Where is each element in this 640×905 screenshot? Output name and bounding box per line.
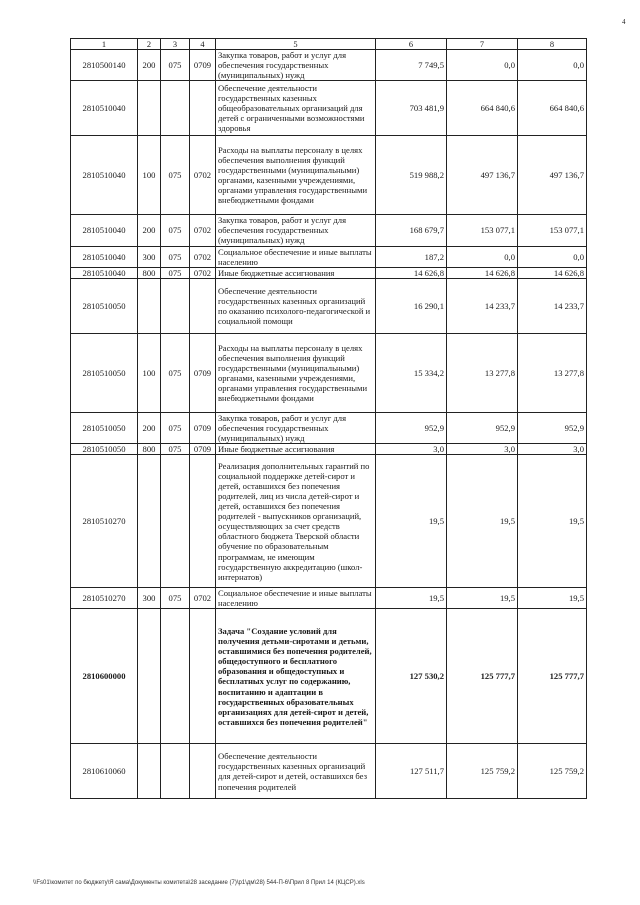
cell-code: 2810510050 [71, 444, 138, 455]
cell-v7: 125 777,7 [447, 609, 518, 744]
cell-v6: 127 530,2 [376, 609, 447, 744]
cell-grbs [161, 278, 190, 333]
cell-grbs: 075 [161, 50, 190, 81]
cell-v6: 187,2 [376, 246, 447, 267]
table-row [71, 333, 587, 412]
cell-v7: 3,0 [447, 444, 518, 455]
header-cell: 6 [376, 39, 447, 50]
cell-v7: 0,0 [447, 246, 518, 267]
cell-v8: 14 233,7 [518, 278, 587, 333]
cell-code: 2810510270 [71, 455, 138, 588]
cell-v7: 125 759,2 [447, 744, 518, 799]
table-row [71, 444, 587, 455]
file-path-footer: \\Fs01\комитет по бюджету\Я сама\Документы комитета\28 заседание (7)\р1\дм\28) 544-П-6\Прил 8 Прил 14 (КЦСР).xls [33, 880, 365, 886]
cell-grbs: 075 [161, 246, 190, 267]
cell-kvr: 200 [138, 50, 161, 81]
table-row [71, 136, 587, 215]
table-row [71, 246, 587, 267]
cell-v8: 0,0 [518, 50, 587, 81]
cell-v7: 664 840,6 [447, 81, 518, 136]
cell-rzpr: 0709 [190, 333, 216, 412]
cell-rzpr [190, 744, 216, 799]
cell-v8: 664 840,6 [518, 81, 587, 136]
cell-rzpr: 0702 [190, 136, 216, 215]
cell-v7: 14 233,7 [447, 278, 518, 333]
cell-rzpr [190, 609, 216, 744]
cell-code: 2810510040 [71, 81, 138, 136]
cell-grbs: 075 [161, 412, 190, 443]
cell-v7: 14 626,8 [447, 267, 518, 278]
cell-grbs: 075 [161, 588, 190, 609]
cell-rzpr: 0709 [190, 412, 216, 443]
header-cell: 4 [190, 39, 216, 50]
cell-rzpr: 0709 [190, 50, 216, 81]
cell-v6: 15 334,2 [376, 333, 447, 412]
cell-v8: 14 626,8 [518, 267, 587, 278]
cell-v6: 16 290,1 [376, 278, 447, 333]
cell-v8: 125 777,7 [518, 609, 587, 744]
budget-table [70, 38, 587, 799]
cell-v6: 7 749,5 [376, 50, 447, 81]
cell-name: Обеспечение деятельности государственных казенных организаций для детей-сирот и детей, оставшихся без попечения родителей [216, 744, 376, 799]
cell-grbs: 075 [161, 444, 190, 455]
cell-kvr [138, 744, 161, 799]
table-row [71, 455, 587, 588]
cell-grbs [161, 744, 190, 799]
cell-v6: 952,9 [376, 412, 447, 443]
cell-rzpr: 0702 [190, 588, 216, 609]
page-number: 4 [622, 18, 626, 26]
cell-name: Обеспечение деятельности государственных казенных общеобразовательных организаций для детей с ограниченными возможностями здоровья [216, 81, 376, 136]
cell-kvr: 100 [138, 136, 161, 215]
cell-rzpr: 0702 [190, 246, 216, 267]
cell-rzpr [190, 81, 216, 136]
cell-kvr [138, 455, 161, 588]
cell-v8: 19,5 [518, 588, 587, 609]
cell-v8: 153 077,1 [518, 215, 587, 246]
cell-grbs: 075 [161, 136, 190, 215]
cell-grbs [161, 609, 190, 744]
cell-name: Расходы на выплаты персоналу в целях обеспечения выполнения функций государственными (муниципальными) органами, казенными учреждениями, органами управления государственными внебюджетными фондами [216, 333, 376, 412]
cell-v8: 19,5 [518, 455, 587, 588]
table-row [71, 278, 587, 333]
cell-code: 2810610060 [71, 744, 138, 799]
cell-kvr: 200 [138, 412, 161, 443]
cell-v6: 703 481,9 [376, 81, 447, 136]
cell-grbs [161, 81, 190, 136]
cell-rzpr [190, 455, 216, 588]
table-row [71, 50, 587, 81]
cell-v6: 168 679,7 [376, 215, 447, 246]
cell-rzpr: 0709 [190, 444, 216, 455]
cell-v7: 19,5 [447, 455, 518, 588]
table-row [71, 412, 587, 443]
cell-v6: 519 988,2 [376, 136, 447, 215]
table-row [71, 267, 587, 278]
cell-rzpr: 0702 [190, 267, 216, 278]
cell-name: Расходы на выплаты персоналу в целях обеспечения выполнения функций государственными (муниципальными) органами, казенными учреждениями, органами управления государственными внебюджетными фондами [216, 136, 376, 215]
cell-code: 2810510040 [71, 136, 138, 215]
cell-code: 2810510040 [71, 215, 138, 246]
cell-name: Реализация дополнительных гарантий по социальной поддержке детей-сирот и детей, оставшихся без попечения родителей, лиц из числа детей-сирот и детей, оставшихся без попечения родителей - выпускников организаций, осуществляющих за счет средств областного бюджета Тверской области обучение по образовательным программам, не имеющим государственную аккредитацию (школ-интернатов) [216, 455, 376, 588]
cell-kvr: 200 [138, 215, 161, 246]
cell-code: 2810510270 [71, 588, 138, 609]
cell-code: 2810500140 [71, 50, 138, 81]
cell-v8: 13 277,8 [518, 333, 587, 412]
cell-v6: 127 511,7 [376, 744, 447, 799]
cell-v8: 497 136,7 [518, 136, 587, 215]
cell-code: 2810510050 [71, 278, 138, 333]
table-row [71, 215, 587, 246]
cell-v6: 19,5 [376, 588, 447, 609]
header-cell: 3 [161, 39, 190, 50]
header-cell: 5 [216, 39, 376, 50]
cell-v8: 952,9 [518, 412, 587, 443]
header-cell: 7 [447, 39, 518, 50]
cell-kvr: 800 [138, 444, 161, 455]
cell-grbs: 075 [161, 333, 190, 412]
cell-v7: 497 136,7 [447, 136, 518, 215]
cell-rzpr [190, 278, 216, 333]
cell-code: 2810510040 [71, 246, 138, 267]
cell-code: 2810510050 [71, 412, 138, 443]
cell-name: Задача "Создание условий для получения детьми-сиротами и детьми, оставшимися без попечения родителей, общедоступного и бесплатного образования и общедоступных и бесплатных услуг по содержанию, воспитанию и адаптации в государственных образовательных организациях для детей-сирот и детей, оставшихся без попечения родителей" [216, 609, 376, 744]
cell-code: 2810510050 [71, 333, 138, 412]
cell-name: Иные бюджетные ассигнования [216, 267, 376, 278]
cell-v8: 3,0 [518, 444, 587, 455]
header-row [71, 39, 587, 50]
header-cell: 2 [138, 39, 161, 50]
cell-v6: 14 626,8 [376, 267, 447, 278]
cell-v6: 19,5 [376, 455, 447, 588]
header-cell: 8 [518, 39, 587, 50]
cell-v7: 952,9 [447, 412, 518, 443]
cell-v8: 125 759,2 [518, 744, 587, 799]
cell-v8: 0,0 [518, 246, 587, 267]
cell-kvr: 100 [138, 333, 161, 412]
cell-kvr: 300 [138, 588, 161, 609]
cell-grbs [161, 455, 190, 588]
cell-rzpr: 0702 [190, 215, 216, 246]
table-row [71, 81, 587, 136]
cell-name: Закупка товаров, работ и услуг для обеспечения государственных (муниципальных) нужд [216, 215, 376, 246]
cell-name: Иные бюджетные ассигнования [216, 444, 376, 455]
cell-name: Закупка товаров, работ и услуг для обеспечения государственных (муниципальных) нужд [216, 50, 376, 81]
cell-grbs: 075 [161, 267, 190, 278]
cell-name: Социальное обеспечение и иные выплаты населению [216, 246, 376, 267]
cell-v7: 13 277,8 [447, 333, 518, 412]
cell-v6: 3,0 [376, 444, 447, 455]
cell-name: Обеспечение деятельности государственных казенных организаций по оказанию психолого-педагогической и социальной помощи [216, 278, 376, 333]
cell-name: Социальное обеспечение и иные выплаты населению [216, 588, 376, 609]
cell-v7: 153 077,1 [447, 215, 518, 246]
cell-kvr [138, 81, 161, 136]
cell-code: 2810600000 [71, 609, 138, 744]
cell-grbs: 075 [161, 215, 190, 246]
table-row [71, 609, 587, 744]
cell-kvr: 300 [138, 246, 161, 267]
cell-kvr [138, 609, 161, 744]
cell-kvr [138, 278, 161, 333]
table-row [71, 744, 587, 799]
cell-kvr: 800 [138, 267, 161, 278]
cell-v7: 0,0 [447, 50, 518, 81]
cell-v7: 19,5 [447, 588, 518, 609]
table-row [71, 588, 587, 609]
header-cell: 1 [71, 39, 138, 50]
cell-code: 2810510040 [71, 267, 138, 278]
cell-name: Закупка товаров, работ и услуг для обеспечения государственных (муниципальных) нужд [216, 412, 376, 443]
